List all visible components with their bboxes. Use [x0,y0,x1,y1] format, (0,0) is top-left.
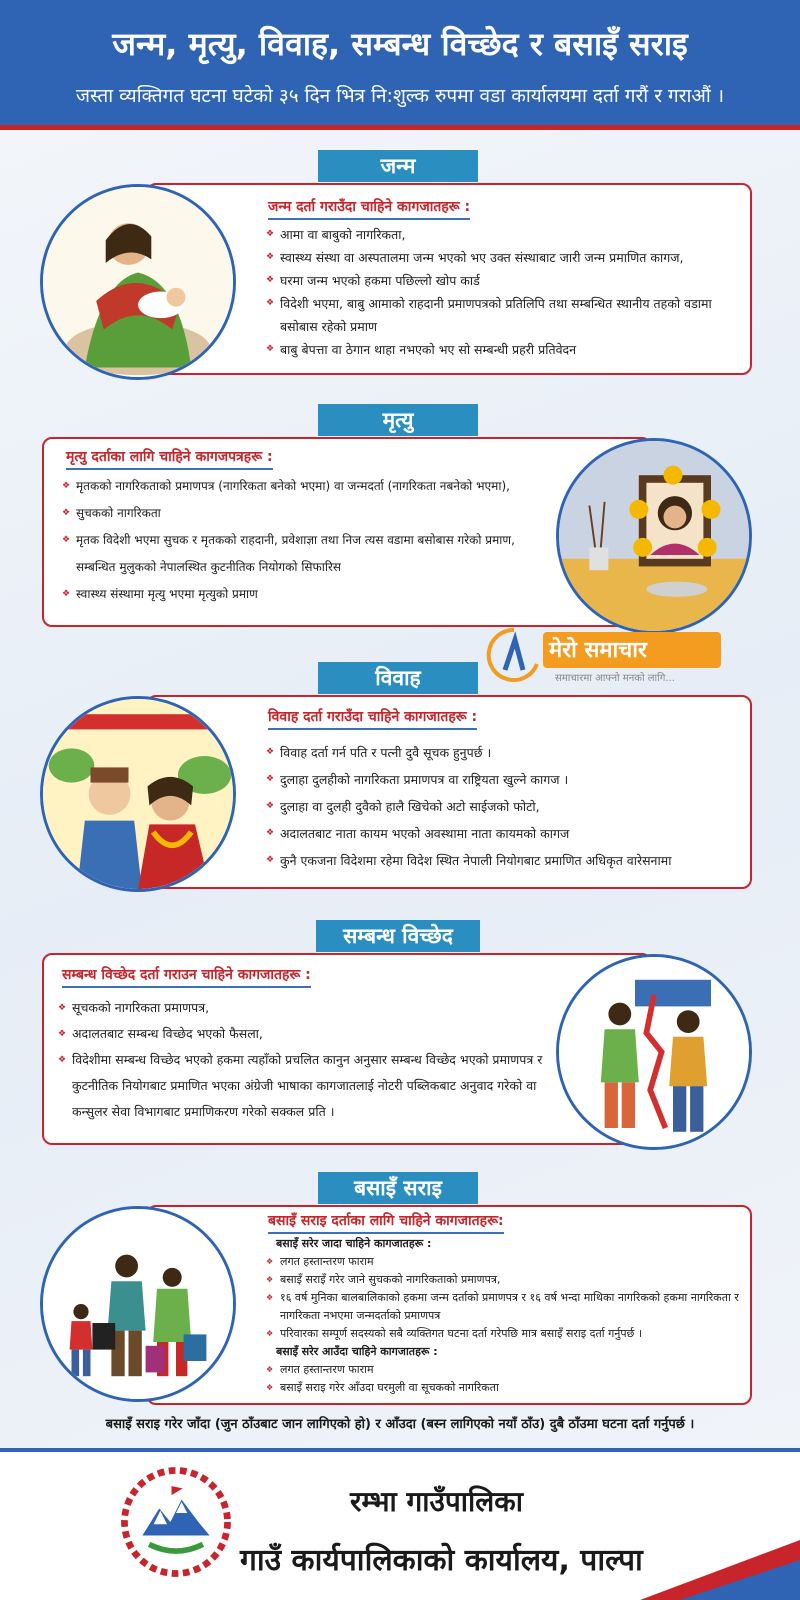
list-item: ❖ बसाइँ सराइँ गरेर जाने सुचकको नागरिकताको प्रमाणपत्र, [266,1271,746,1289]
org-name: रम्भा गाउँपालिका [350,1485,524,1518]
birth-list [266,223,746,361]
migration-footer-note: बसाइँ सराइ गरेर जाँदा (जुन ठाँउबाट जान लागिएको हो) र आँउदा (बस्न लागिएको नयाँ ठाँउ) दुबै ठाँउमा घटना दर्ता गर्नुपर्छ । [105,1417,695,1432]
list-item: ❖ बसाइँ सराइ गरेर आँउदा घरमुली वा सूचकको नागरिकता [266,1379,746,1397]
migration-heading: बसाइँ सराइ दर्ताका लागि चाहिने कागजातहरू: [268,1211,504,1234]
list-item: ❖ घरमा जन्म भएको हकमा पछिल्लो खोप कार्ड [266,269,746,292]
section-tab-marriage: विवाह [318,662,478,694]
list-item: ❖ मृतकको नागरिकताको प्रमाणपत्र (नागरिकता बनेको भएमा) वा जन्मदर्ता (नागरिकता नबनेको भएमा), [62,473,542,500]
migration-out-heading: बसाइँ सरेर जादा चाहिने कागजातहरू : [276,1237,432,1250]
section-tab-migration: बसाइँ सराइ [318,1172,478,1204]
section-tab-divorce: सम्बन्ध विच्छेद [316,920,480,952]
logo-tagline: समाचारमा आफ्नो मनको लागि... [555,673,675,684]
wedding-couple-illustration [40,696,236,892]
list-item: ❖ बाबु बेपत्ता वा ठेगान थाहा नभएको भए सो सम्बन्धी प्रहरी प्रतिवेदन [266,338,746,361]
list-item: ❖ सुचकको नागरिकता [62,500,542,527]
org-office: गाउँ कार्यपालिकाको कार्यालय, पाल्पा [240,1543,643,1578]
list-item: ❖ विदेशीमा सम्बन्ध विच्छेद भएको हकमा त्यहाँको प्रचलित कानुन अनुसार सम्बन्ध विच्छेद भएको प्रमाणपत्र र कुटनीतिक नियोगबाट प्रमाणित भएका अंग्रेजी भाषाका कागजातलाई नोटरी पब्लिकबाट अनुवाद गरेको वा कन्सुलर सेवा विभागबाट प्रमाणिकरण गरेको सक्कल प्रति । [58,1047,548,1125]
list-item: ❖ मृतक विदेशी भएमा सुचक र मृतकको राहदानी, प्रवेशाज्ञा तथा निज त्यस वडामा बसोबास गरेको प्रमाण, सम्बन्धित मुलुकको नेपालस्थित कुटनीतिक नियोगको सिफारिस [62,527,542,581]
divorce-list [58,995,548,1125]
header-banner [0,0,800,130]
migrating-family-illustration [40,1206,236,1402]
list-item: ❖ अदालतबाट नाता कायम भएको अवस्थामा नाता कायमको कागज [266,820,746,847]
list-item: ❖ लगत हस्तान्तरण फाराम [266,1253,746,1271]
migration-list [266,1235,746,1397]
section-tab-death: मृत्यु [318,404,478,436]
memorial-portrait-illustration [556,438,752,634]
death-list [62,473,542,608]
logo-mark-icon [485,626,543,684]
marriage-list [266,739,746,874]
list-item: ❖ लगत हस्तान्तरण फाराम [266,1361,746,1379]
list-item: ❖ सूचकको नागरिकता प्रमाणपत्र, [58,995,548,1021]
list-item: ❖ १६ वर्ष मुनिका बालबालिकाको हकमा जन्म दर्ताको प्रमाणपत्र र १६ वर्ष भन्दा माथिका नागरिकको हकमा नागरिकता र नागरिकता नभएमा जन्मदर्ताको प्रमाणपत्र [266,1289,746,1325]
marriage-box [146,695,752,889]
mother-baby-illustration [40,184,236,380]
section-tab-birth: जन्म [318,150,478,182]
migration-box [146,1205,752,1405]
death-heading: मृत्यु दर्ताका लागि चाहिने कागजपत्रहरू : [66,447,273,470]
separating-couple-illustration [556,954,752,1150]
birth-heading: जन्म दर्ता गराउँदा चाहिने कागजातहरू : [268,197,470,220]
list-item: ❖ परिवारका सम्पूर्ण सदस्यको सबै व्यक्तिगत घटना दर्ता गरेपछि मात्र बसाइँ सराइ दर्ता गर्नुपर्छ । [266,1325,746,1343]
list-item: ❖ विदेशी भएमा, बाबु आमाको राहदानी प्रमाणपत्रको प्रतिलिपि तथा सम्बन्धित स्थानीय तहको वडामा बसोबास रहेको प्रमाण [266,292,746,338]
list-item: ❖ दुलाहा वा दुलही दुवैको हालै खिचेको अटो साईजको फोटो, [266,793,746,820]
list-item: ❖ दुलाहा दुलहीको नागरिकता प्रमाणपत्र वा राष्ट्रियता खुल्ने कागज । [266,766,746,793]
government-emblem-icon [120,1466,232,1578]
list-item: ❖ विवाह दर्ता गर्न पति र पत्नी दुवै सूचक हुनुपर्छ । [266,739,746,766]
mero-samachar-logo [485,626,721,684]
divorce-heading: सम्बन्ध विच्छेद दर्ता गराउन चाहिने कागजातहरू : [62,965,311,988]
page-title: जन्म, मृत्यु, विवाह, सम्बन्ध विच्छेद र बसाइँ सराइ [112,25,688,63]
birth-box [146,183,752,375]
footer-banner [0,1448,800,1600]
list-item: ❖ आमा वा बाबुको नागरिकता, [266,223,746,246]
corner-decoration [640,1540,800,1600]
migration-in-heading: बसाइँ सरेर आउँदा चाहिने कागजातहरू : [276,1345,438,1358]
list-item: ❖ अदालतबाट सम्बन्ध विच्छेद भएको फैसला, [58,1021,548,1047]
list-item: ❖ स्वास्थ्य संस्था वा अस्पतालमा जन्म भएको भए उक्त संस्थाबाट जारी जन्म प्रमाणित कागज, [266,246,746,269]
list-item: ❖ कुनै एकजना विदेशमा रहेमा विदेश स्थित नेपाली नियोगबाट प्रमाणित अधिकृत वारेसनामा [266,847,746,874]
list-item: ❖ स्वास्थ्य संस्थामा मृत्यु भएमा मृत्युको प्रमाण [62,581,542,608]
page-subtitle: जस्ता व्यक्तिगत घटना घटेको ३५ दिन भित्र नि:शुल्क रुपमा वडा कार्यालयमा दर्ता गरौं र गराऔं । [75,85,725,107]
logo-brand-text: मेरो समाचार [549,638,647,663]
marriage-heading: विवाह दर्ता गराउँदा चाहिने कागजातहरू : [268,707,477,730]
